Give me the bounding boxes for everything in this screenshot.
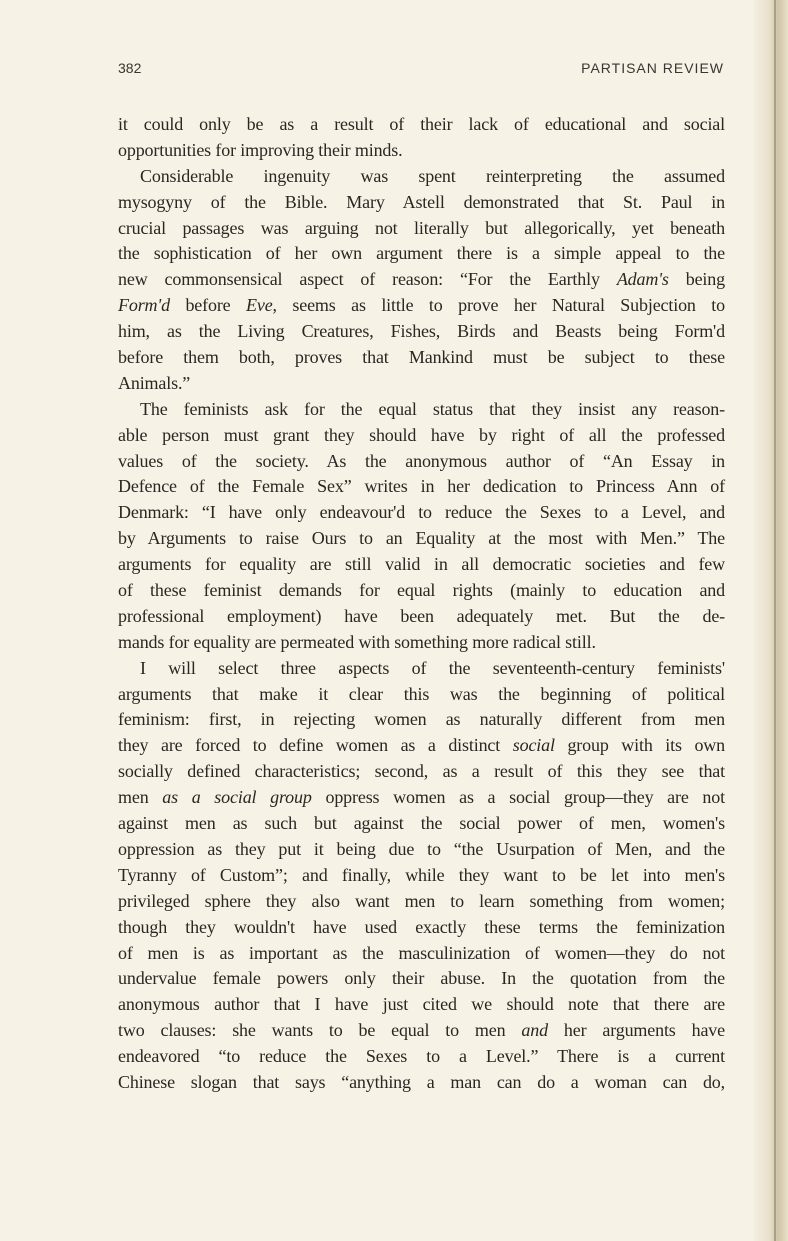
text-segment: of men is as important as the masculinization of women—they do not xyxy=(118,942,725,963)
text-segment: values of the society. As the anonymous author of “An Essay in xyxy=(118,450,725,471)
text-line xyxy=(118,345,725,371)
text-segment: undervalue female powers only their abuse. In the quotation from the xyxy=(118,968,725,989)
text-segment: , seems as little to prove her Natural Subjection to xyxy=(272,295,725,316)
text-segment: mands for equality are permeated with something more radical still. xyxy=(118,631,596,652)
text-segment: arguments for equality are still valid in all democratic societies and few xyxy=(118,554,725,575)
text-line xyxy=(118,656,725,682)
text-segment: before xyxy=(169,295,247,316)
text-segment: opportunities for improving their minds. xyxy=(118,139,403,160)
text-segment: him, as the Living Creatures, Fishes, Birds and Beasts being Form'd xyxy=(118,321,725,342)
text-line xyxy=(118,1018,725,1044)
text-segment: endeavored “to reduce the Sexes to a Level.” There is a current xyxy=(118,1046,725,1067)
text-segment: Defence of the Female Sex” writes in her dedication to Princess Ann of xyxy=(118,476,725,497)
text-segment: it could only be as a result of their lack of educational and social xyxy=(118,114,725,134)
text-segment: the sophistication of her own argument there is a simple appeal to the xyxy=(118,243,725,264)
text-line xyxy=(118,992,725,1018)
text-segment: of these feminist demands for equal rights (mainly to education and xyxy=(118,580,725,601)
text-line xyxy=(118,578,725,604)
text-line xyxy=(118,630,725,656)
text-segment: Tyranny of Custom”; and finally, while they want to be let into men's xyxy=(118,864,725,885)
text-line xyxy=(118,164,725,190)
text-line xyxy=(118,552,725,578)
text-line xyxy=(118,449,725,475)
text-line xyxy=(118,915,725,941)
text-line xyxy=(118,682,725,708)
text-line xyxy=(118,837,725,863)
italic-text: social xyxy=(512,735,555,756)
text-line xyxy=(118,1070,725,1096)
text-line xyxy=(118,138,725,164)
text-line xyxy=(118,759,725,785)
text-line xyxy=(118,733,725,759)
journal-title: PARTISAN REVIEW xyxy=(581,60,724,76)
italic-text: Eve xyxy=(246,295,273,316)
text-line xyxy=(118,811,725,837)
text-segment: I will select three aspects of the seventeenth-century feminists' xyxy=(140,657,725,678)
text-line xyxy=(118,785,725,811)
text-segment: anonymous author that I have just cited we should note that there are xyxy=(118,994,725,1015)
text-line xyxy=(118,190,725,216)
text-segment: Chinese slogan that says “anything a man can do a woman can do, xyxy=(118,1071,725,1092)
text-segment: arguments that make it clear this was the beginning of political xyxy=(118,683,725,704)
text-line xyxy=(118,474,725,500)
text-segment: oppress women as a social group—they are not xyxy=(311,787,725,808)
text-segment: Animals.” xyxy=(118,372,191,393)
text-segment: Denmark: “I have only endeavour'd to reduce the Sexes to a Level, and xyxy=(118,502,725,523)
text-segment: by Arguments to raise Ours to an Equality at the most with Men.” The xyxy=(118,528,725,549)
text-segment: before them both, proves that Mankind must be subject to these xyxy=(118,347,725,368)
text-line xyxy=(118,1044,725,1070)
text-line xyxy=(118,293,725,319)
text-line xyxy=(118,267,725,293)
text-segment: able person must grant they should have by right of all the professed xyxy=(118,424,725,445)
text-line xyxy=(118,889,725,915)
text-segment: socially defined characteristics; second, as a result of this they see that xyxy=(118,761,725,782)
page-number: 382 xyxy=(118,60,142,76)
italic-text: Adam's xyxy=(616,269,669,290)
text-segment: oppression as they put it being due to “the Usurpation of Men, and the xyxy=(118,838,725,859)
text-line xyxy=(118,966,725,992)
book-binding-edge xyxy=(754,0,788,1241)
text-segment: privileged sphere they also want men to learn something from women; xyxy=(118,890,725,911)
text-segment: two clauses: she wants to be equal to men xyxy=(118,1020,522,1041)
text-segment: The feminists ask for the equal status that they insist any reason- xyxy=(140,398,725,419)
text-segment: though they wouldn't have used exactly these terms the feminization xyxy=(118,916,725,937)
text-line xyxy=(118,941,725,967)
text-line xyxy=(118,604,725,630)
text-line xyxy=(118,241,725,267)
text-line xyxy=(118,423,725,449)
text-line xyxy=(118,500,725,526)
text-line xyxy=(118,371,725,397)
text-line xyxy=(118,397,725,423)
text-line xyxy=(118,707,725,733)
text-segment: crucial passages was arguing not literally but allegorically, yet beneath xyxy=(118,217,725,238)
body-text xyxy=(118,112,725,1096)
text-segment: new commonsensical aspect of reason: “For the Earthly xyxy=(118,269,617,290)
italic-text: as a social group xyxy=(162,787,312,808)
text-line xyxy=(118,216,725,242)
italic-text: and xyxy=(521,1020,548,1041)
text-segment: professional employment) have been adequately met. But the de- xyxy=(118,605,725,626)
text-segment: against men as such but against the social power of men, women's xyxy=(118,813,725,834)
text-segment: they are forced to define women as a distinct xyxy=(118,735,513,756)
running-header xyxy=(118,60,724,80)
italic-text: Form'd xyxy=(118,295,170,316)
text-line xyxy=(118,863,725,889)
text-segment: her arguments have xyxy=(547,1020,725,1041)
text-segment: mysogyny of the Bible. Mary Astell demonstrated that St. Paul in xyxy=(118,191,725,212)
text-segment: feminism: first, in rejecting women as naturally different from men xyxy=(118,709,725,730)
text-segment: men xyxy=(118,787,163,808)
text-segment: Considerable ingenuity was spent reinterpreting the assumed xyxy=(140,165,725,186)
text-segment: group with its own xyxy=(554,735,725,756)
text-line xyxy=(118,526,725,552)
text-line xyxy=(118,319,725,345)
text-segment: being xyxy=(668,269,725,290)
text-line xyxy=(118,112,725,138)
